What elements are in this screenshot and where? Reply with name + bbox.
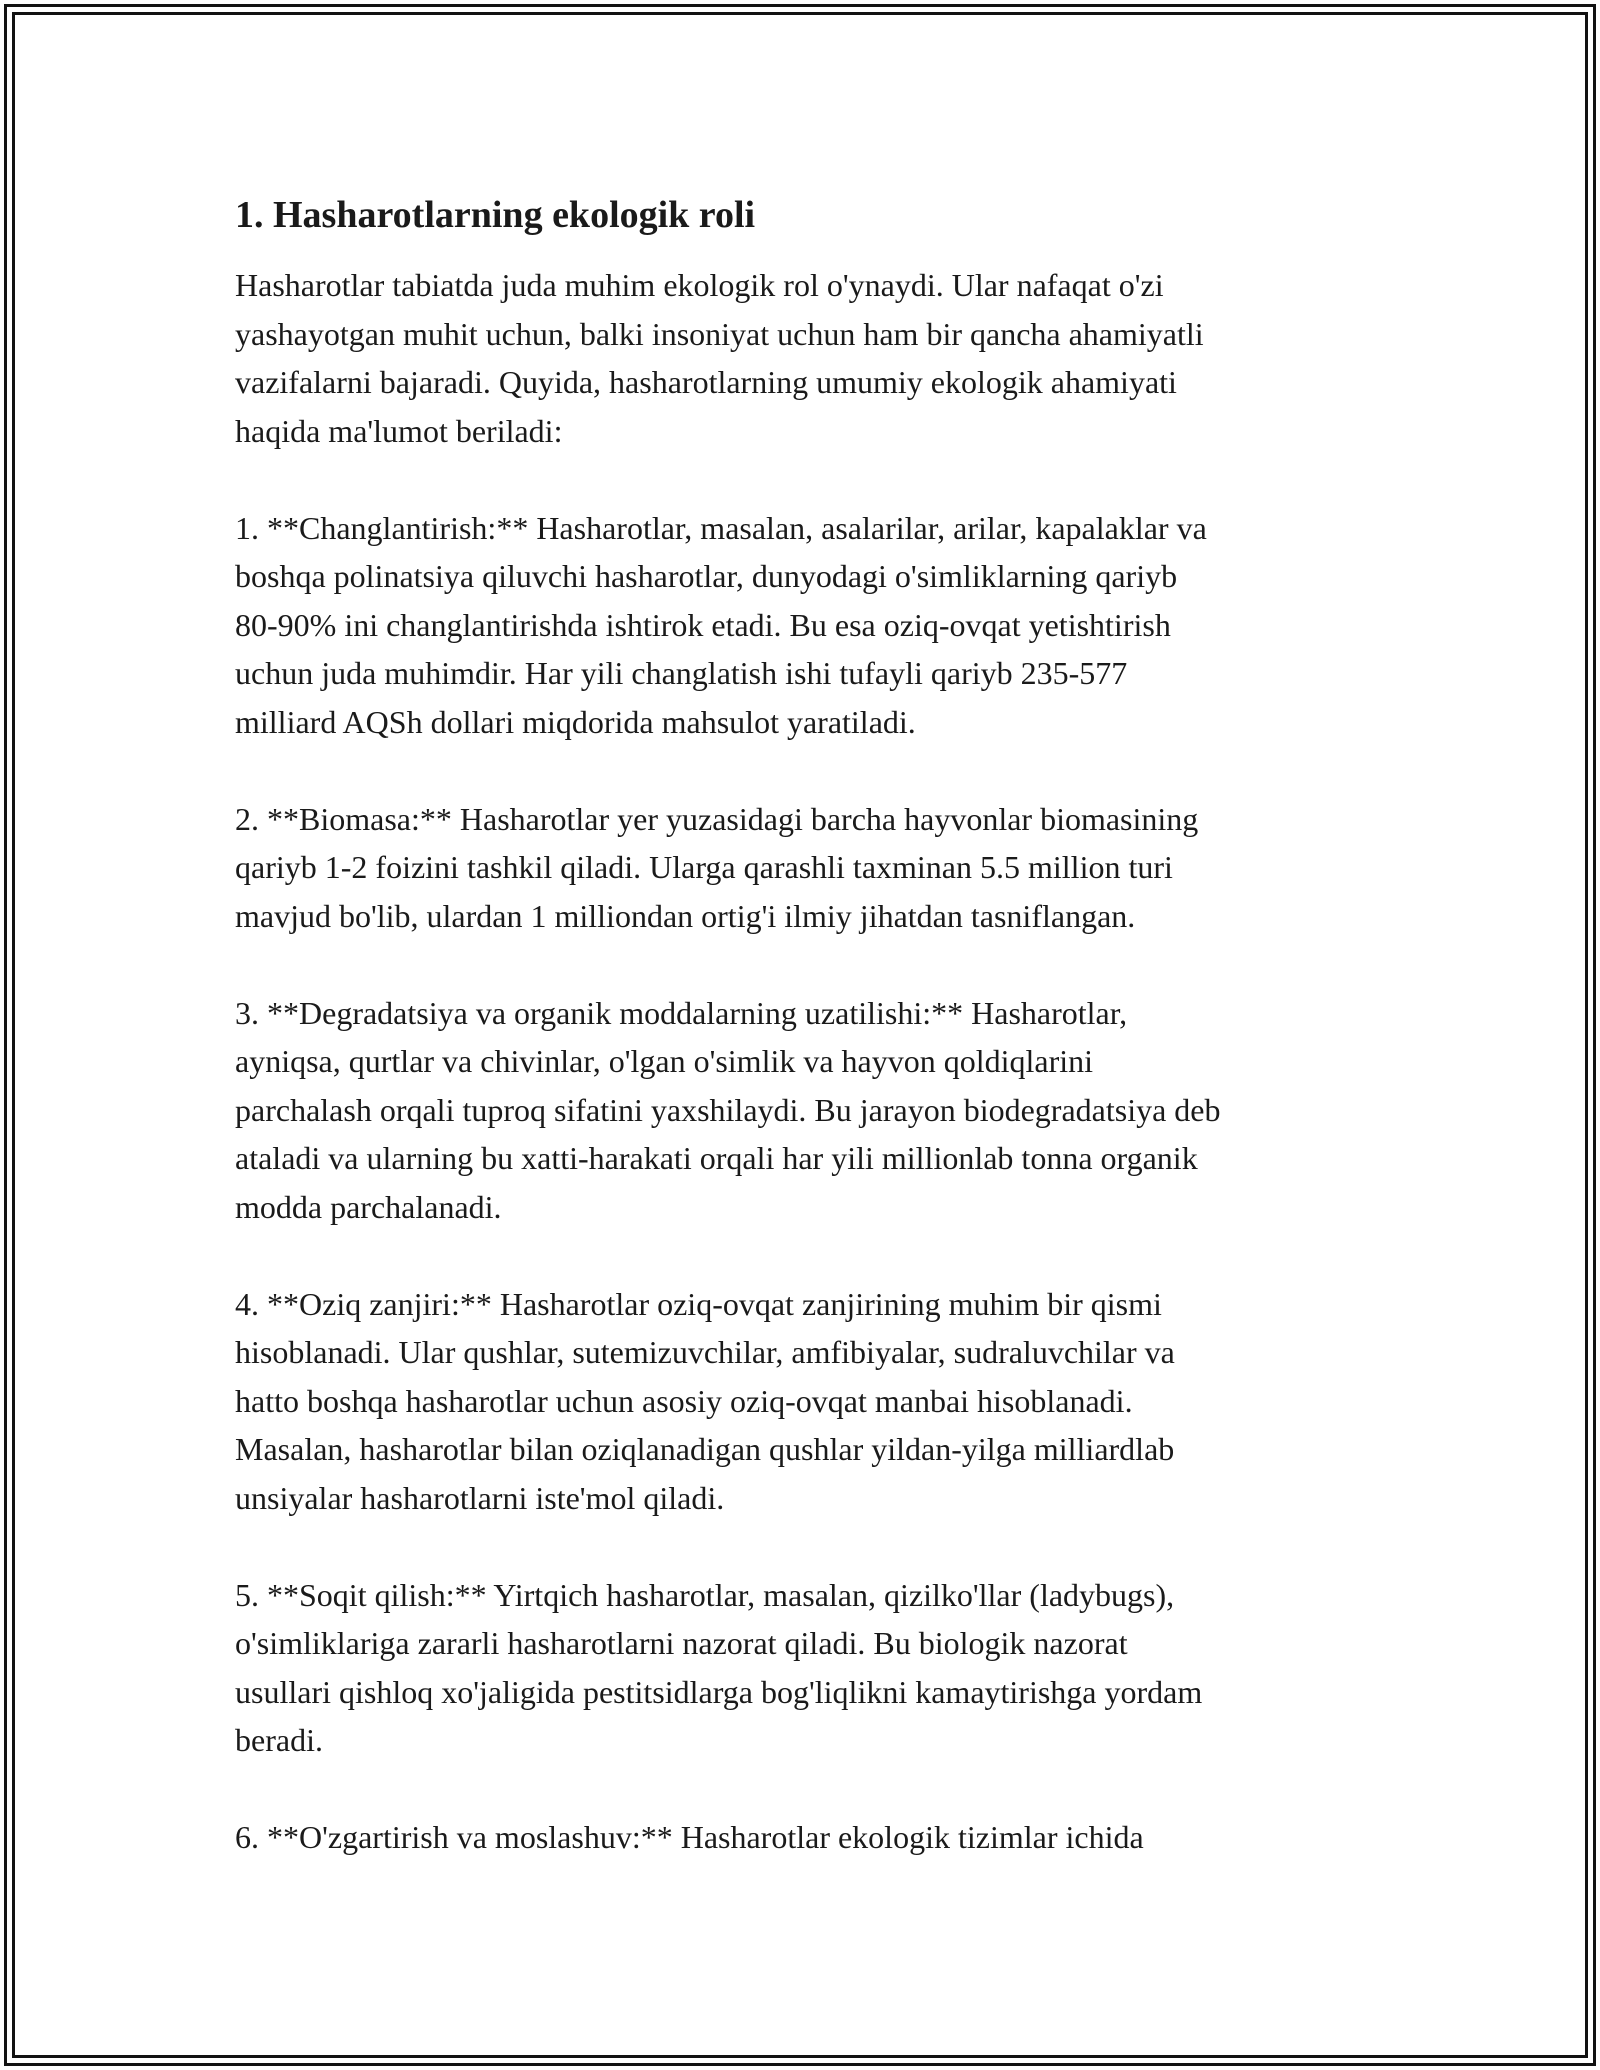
section-heading: 1. Hasharotlarning ekologik roli (235, 194, 756, 236)
list-item-biomass: 2. **Biomasa:** Hasharotlar yer yuzasidagi barcha hayvonlar biomasining qariyb 1-2 foizini tashkil qiladi. Ularga qarashli taxminan 5.5 million turi mavjud bo'lib, ulardan 1 milliondan ortig'i ilmiy jihatdan tasniflangan. (235, 800, 1199, 934)
list-item-predation: 5. **Soqit qilish:** Yirtqich hasharotlar, masalan, qizilko'llar (ladybugs), o'simliklariga zararli hasharotlarni nazorat qiladi. Bu biologik nazorat usullari qishloq xo'jaligida pestitsidlarga bog'liqlikni kamaytirishga yordam beradi. (235, 1576, 1203, 1758)
list-item-food-chain: 4. **Oziq zanjiri:** Hasharotlar oziq-ovqat zanjirining muhim bir qismi hisoblanadi. Ular qushlar, sutemizuvchilar, amfibiyalar, sudraluvchilar va hatto boshqa hasharotlar uchun asosiy oziq-ovqat manbai hisoblanadi. Masalan, hasharotlar bilan oziqlanadigan qushlar yildan-yilga milliardlab unsiyalar hasharotlarni iste'mol qiladi. (235, 1285, 1175, 1516)
list-item-pollination: 1. **Changlantirish:** Hasharotlar, masalan, asalarilar, arilar, kapalaklar va boshqa polinatsiya qiluvchi hasharotlar, dunyodagi o'simliklarning qariyb 80-90% ini changlantirishda ishtirok etadi. Bu esa oziq-ovqat yetishtirish uchun juda muhimdir. Har yili changlatish ishi tufayli qariyb 235-577 milliard AQSh dollari miqdorida mahsulot yaratiladi. (235, 509, 1207, 740)
intro-paragraph: Hasharotlar tabiatda juda muhim ekologik rol o'ynaydi. Ular nafaqat o'zi yashayotgan muhit uchun, balki insoniyat uchun ham bir qancha ahamiyatli vazifalarni bajaradi. Quyida, hasharotlarning umumiy ekologik ahamiyati haqida ma'lumot beriladi: (235, 267, 1204, 449)
document-body (235, 185, 1375, 1910)
list-item-adaptation: 6. **O'zgartirish va moslashuv:** Hasharotlar ekologik tizimlar ichida (235, 1819, 1144, 1855)
list-item-degradation: 3. **Degradatsiya va organik moddalarning uzatilishi:** Hasharotlar, ayniqsa, qurtlar va chivinlar, o'lgan o'simlik va hayvon qoldiqlarini parchalash orqali tuproq sifatini yaxshilaydi. Bu jarayon biodegradatsiya deb ataladi va ularning bu xatti-harakati orqali har yili millionlab tonna organik modda parchalanadi. (235, 994, 1221, 1225)
